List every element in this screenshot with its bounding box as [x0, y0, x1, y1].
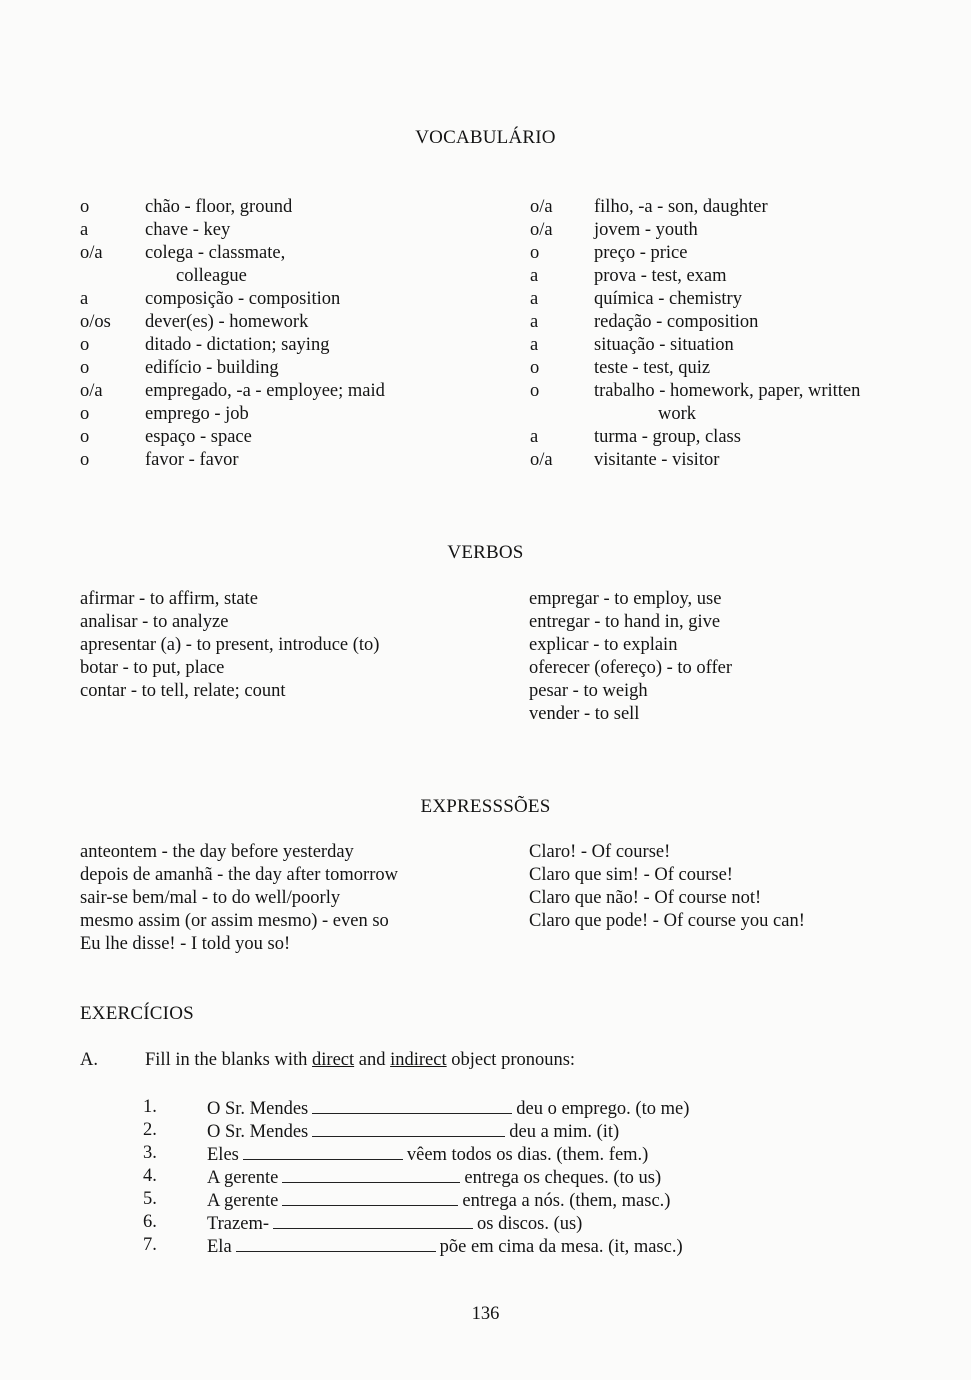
vocab-article: o — [80, 404, 90, 424]
answer-blank[interactable] — [312, 1119, 505, 1137]
item-before: Trazem- — [207, 1214, 269, 1234]
item-after: entrega a nós. (them, masc.) — [462, 1191, 671, 1211]
item-before: A gerente — [207, 1168, 279, 1188]
verb-entry: afirmar - to affirm, state — [80, 589, 258, 609]
exercise-item — [207, 1119, 619, 1144]
item-number: 6. — [143, 1212, 157, 1232]
exercise-item — [207, 1211, 582, 1236]
verb-entry: vender - to sell — [529, 704, 640, 724]
item-number: 3. — [143, 1143, 157, 1163]
vocab-article: o — [80, 427, 90, 447]
expression-entry: anteontem - the day before yesterday — [80, 842, 354, 862]
answer-blank[interactable] — [236, 1234, 436, 1252]
item-after: vêem todos os dias. (them. fem.) — [406, 1145, 649, 1165]
expressoes-heading: EXPRESSSÕES — [420, 796, 551, 817]
item-number: 5. — [143, 1189, 157, 1209]
exercise-item — [207, 1188, 670, 1213]
vocab-article: a — [530, 289, 539, 309]
verb-entry: pesar - to weigh — [529, 681, 648, 701]
expression-entry: Claro que pode! - Of course you can! — [529, 911, 805, 931]
vocab-entry: jovem - youth — [594, 220, 698, 240]
answer-blank[interactable] — [282, 1188, 458, 1206]
verbos-heading: VERBOS — [447, 542, 524, 563]
vocab-entry: emprego - job — [145, 404, 249, 424]
vocab-entry: ditado - dictation; saying — [145, 335, 330, 355]
verb-entry: entregar - to hand in, give — [529, 612, 721, 632]
expression-entry: Claro! - Of course! — [529, 842, 671, 862]
vocab-entry: filho, -a - son, daughter — [594, 197, 768, 217]
exercise-item — [207, 1234, 683, 1259]
instruction-text: object pronouns: — [451, 1050, 576, 1070]
vocab-article: o — [530, 358, 540, 378]
item-after: põe em cima da mesa. (it, masc.) — [439, 1237, 683, 1257]
vocab-entry: trabalho - homework, paper, written — [594, 381, 861, 401]
vocab-entry: visitante - visitor — [594, 450, 720, 470]
vocab-article: o/a — [530, 197, 553, 217]
item-after: deu a mim. (it) — [509, 1122, 620, 1142]
vocabulario-heading: VOCABULÁRIO — [415, 127, 556, 148]
verb-entry: contar - to tell, relate; count — [80, 681, 286, 701]
vocab-article: a — [530, 335, 539, 355]
vocab-article: o/a — [530, 450, 553, 470]
vocab-article: o — [530, 243, 540, 263]
vocab-article: o — [80, 450, 90, 470]
vocab-article: a — [80, 289, 89, 309]
item-after: os discos. (us) — [477, 1214, 583, 1234]
vocab-entry: empregado, -a - employee; maid — [145, 381, 385, 401]
item-number: 1. — [143, 1097, 157, 1117]
answer-blank[interactable] — [243, 1142, 403, 1160]
vocab-entry: redação - composition — [594, 312, 759, 332]
vocab-article: a — [80, 220, 89, 240]
vocab-entry: composição - composition — [145, 289, 341, 309]
vocab-entry: teste - test, quiz — [594, 358, 711, 378]
page-number: 136 — [471, 1304, 500, 1324]
expression-entry: Claro que não! - Of course not! — [529, 888, 762, 908]
item-before: Eles — [207, 1145, 239, 1165]
item-before: A gerente — [207, 1191, 279, 1211]
vocab-entry: work — [658, 404, 697, 424]
vocab-article: o/a — [80, 381, 103, 401]
exercise-item — [207, 1142, 648, 1167]
vocab-article: o/os — [80, 312, 111, 332]
item-after: entrega os cheques. (to us) — [464, 1168, 662, 1188]
vocab-entry: espaço - space — [145, 427, 252, 447]
vocab-article: o — [80, 358, 90, 378]
vocab-article: o/a — [530, 220, 553, 240]
verb-entry: empregar - to employ, use — [529, 589, 722, 609]
answer-blank[interactable] — [282, 1165, 460, 1183]
vocab-entry: colega - classmate, — [145, 243, 286, 263]
verb-entry: oferecer (ofereço) - to offer — [529, 658, 733, 678]
item-before: O Sr. Mendes — [207, 1099, 309, 1119]
expression-entry: depois de amanhã - the day after tomorrow — [80, 865, 398, 885]
exercicios-heading: EXERCÍCIOS — [80, 1003, 194, 1024]
item-number: 7. — [143, 1235, 157, 1255]
item-before: O Sr. Mendes — [207, 1122, 309, 1142]
vocab-entry: colleague — [176, 266, 247, 286]
instruction-direct: direct — [312, 1050, 355, 1070]
instruction-text: Fill in the blanks with — [145, 1050, 308, 1070]
answer-blank[interactable] — [273, 1211, 473, 1229]
verb-entry: apresentar (a) - to present, introduce (to) — [80, 635, 380, 655]
verb-entry: botar - to put, place — [80, 658, 225, 678]
vocab-entry: prova - test, exam — [594, 266, 727, 286]
vocab-entry: edifício - building — [145, 358, 279, 378]
item-after: deu o emprego. (to me) — [516, 1099, 690, 1119]
vocab-article: o — [530, 381, 540, 401]
expression-entry: sair-se bem/mal - to do well/poorly — [80, 888, 341, 908]
exercise-instruction — [145, 1049, 575, 1072]
exercise-item — [207, 1165, 661, 1190]
instruction-text: and — [358, 1050, 386, 1070]
instruction-indirect: indirect — [390, 1050, 447, 1070]
verb-entry: explicar - to explain — [529, 635, 678, 655]
expression-entry: mesmo assim (or assim mesmo) - even so — [80, 911, 389, 931]
vocab-article: a — [530, 427, 539, 447]
vocab-entry: favor - favor — [145, 450, 239, 470]
vocab-article: o — [80, 197, 90, 217]
expression-entry: Eu lhe disse! - I told you so! — [80, 934, 291, 954]
item-before: Ela — [207, 1237, 232, 1257]
verb-entry: analisar - to analyze — [80, 612, 229, 632]
item-number: 2. — [143, 1120, 157, 1140]
exercise-label: A. — [80, 1050, 98, 1070]
expression-entry: Claro que sim! - Of course! — [529, 865, 733, 885]
vocab-entry: situação - situation — [594, 335, 734, 355]
vocab-article: o/a — [80, 243, 103, 263]
vocab-entry: preço - price — [594, 243, 688, 263]
vocab-entry: chave - key — [145, 220, 231, 240]
exercise-item — [207, 1096, 689, 1121]
vocab-entry: chão - floor, ground — [145, 197, 293, 217]
vocab-article: o — [80, 335, 90, 355]
vocab-entry: dever(es) - homework — [145, 312, 309, 332]
vocab-entry: química - chemistry — [594, 289, 742, 309]
answer-blank[interactable] — [312, 1096, 512, 1114]
vocab-article: a — [530, 312, 539, 332]
item-number: 4. — [143, 1166, 157, 1186]
vocab-entry: turma - group, class — [594, 427, 741, 447]
vocab-article: a — [530, 266, 539, 286]
